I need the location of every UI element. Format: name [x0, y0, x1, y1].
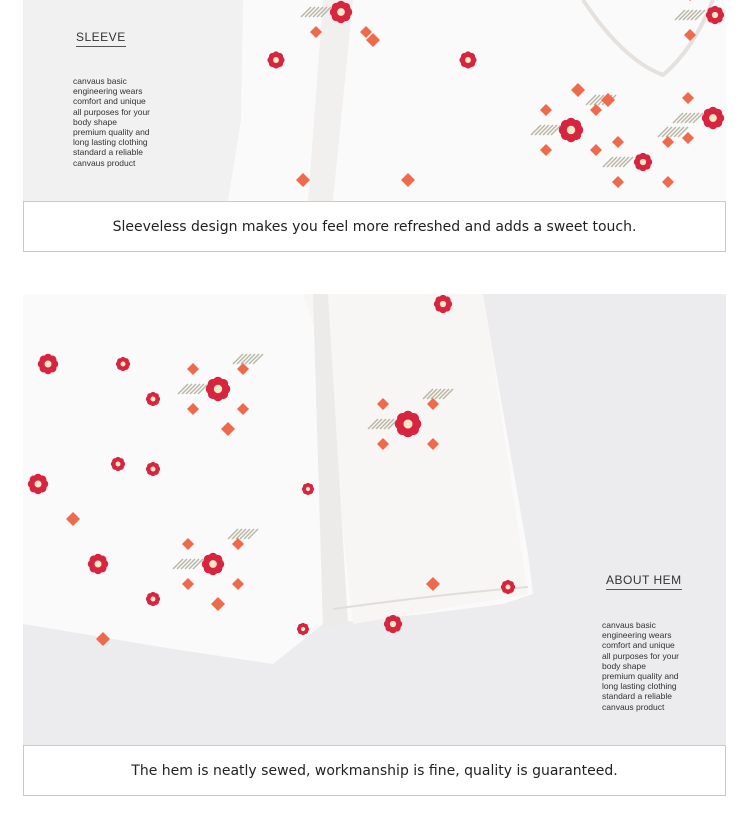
- sleeve-photo: [23, 0, 726, 201]
- flower-print: [116, 357, 130, 371]
- flower-print: [28, 474, 48, 494]
- sleeve-caption: [23, 201, 726, 252]
- flower-print: [111, 457, 125, 471]
- flower-print: [202, 553, 224, 575]
- flower-print: [706, 6, 724, 24]
- flower-print: [559, 118, 583, 142]
- flower-print: [501, 580, 515, 594]
- flower-print: [146, 462, 160, 476]
- flower-print: [297, 623, 309, 635]
- flower-print: [206, 377, 230, 401]
- flower-print: [302, 483, 314, 495]
- flower-print: [267, 51, 284, 68]
- flower-print: [146, 592, 160, 606]
- flower-print: [434, 295, 452, 313]
- hem-caption-text: The hem is neatly sewed, workmanship is fine, quality is guaranteed.: [131, 762, 618, 779]
- flower-print: [702, 107, 724, 129]
- hem-description: canvaus basic engineering wears comfort and unique all purposes for your body shape premium quality and long lasting clothing standard a reliable canvaus product: [602, 620, 680, 712]
- flower-print: [330, 1, 352, 23]
- flower-print: [38, 354, 58, 374]
- hem-photo: [23, 294, 726, 745]
- sleeve-title: SLEEVE: [76, 30, 126, 44]
- sleeve-description: canvaus basic engineering wears comfort and unique all purposes for your body shape premium quality and long lasting clothing standard a reliable canvaus product: [73, 76, 151, 168]
- flower-print: [395, 411, 422, 438]
- flower-print: [88, 554, 108, 574]
- hem-caption: [23, 745, 726, 796]
- hem-title: ABOUT HEM: [606, 573, 682, 587]
- flower-print: [146, 392, 160, 406]
- flower-print: [634, 153, 652, 171]
- flower-print: [459, 51, 476, 68]
- sleeve-caption-text: Sleeveless design makes you feel more refreshed and adds a sweet touch.: [112, 218, 637, 235]
- flower-print: [384, 615, 402, 633]
